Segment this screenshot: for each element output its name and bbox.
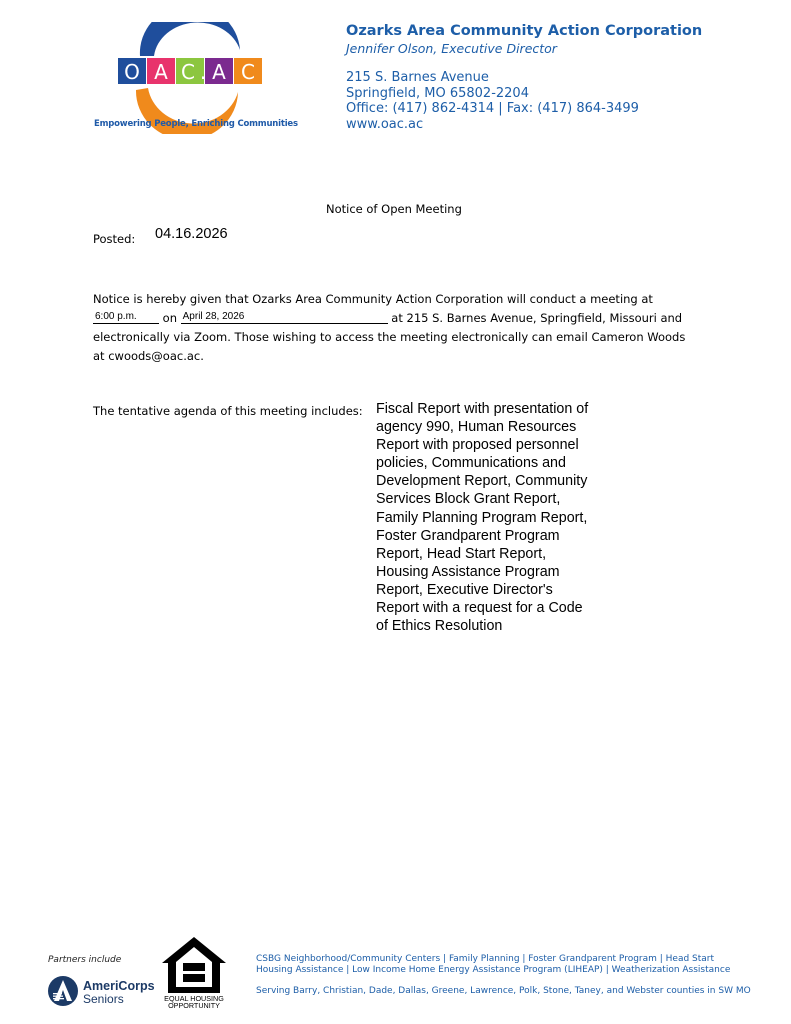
executive-director: Jennifer Olson, Executive Director — [346, 41, 557, 56]
equal-housing-opportunity-logo — [160, 935, 228, 1009]
services-line-1: CSBG Neighborhood/Community Centers | Family Planning | Foster Grandparent Program | Head Start — [256, 954, 715, 964]
agenda-line: Report with a request for a Code — [376, 600, 583, 617]
agenda-label: The tentative agenda of this meeting includes: — [93, 404, 363, 418]
agenda-line: agency 990, Human Resources — [376, 419, 577, 436]
logo-letter: O — [124, 60, 140, 84]
notice-line: Notice is hereby given that Ozarks Area Community Action Corporation will conduct a meeting at — [93, 292, 653, 306]
eho-line-1: EQUAL HOUSING — [164, 994, 224, 1003]
agenda-line: Fiscal Report with presentation of — [376, 401, 589, 417]
agenda-line: Development Report, Community — [376, 473, 588, 490]
posted-label: Posted: — [93, 232, 136, 246]
agenda-line: Foster Grandparent Program — [376, 527, 560, 544]
phone-fax: Office: (417) 862-4314 | Fax: (417) 864-3499 — [346, 101, 639, 116]
logo-letter: C — [241, 60, 255, 84]
eho-line-2: OPPORTUNITY — [168, 1001, 220, 1009]
logo-blue-arc — [140, 22, 240, 56]
document-title: Notice of Open Meeting — [326, 202, 462, 216]
agenda-line: Report, Executive Director's — [376, 581, 553, 598]
posted-date-field[interactable]: 04.16.2026 — [155, 226, 228, 242]
agenda-field[interactable] — [376, 400, 621, 635]
logo-letter: A — [154, 60, 168, 84]
oacac-logo — [88, 22, 288, 134]
americorps-text: AmeriCorps — [83, 979, 155, 993]
logo-tagline: Empowering People, Enriching Communities — [94, 119, 298, 129]
agenda-line: policies, Communications and — [376, 455, 566, 472]
agenda-line: Family Planning Program Report, — [376, 509, 588, 526]
footer-serving-counties: Serving Barry, Christian, Dade, Dallas, Greene, Lawrence, Polk, Stone, Taney, and Webster counties in SW MO — [256, 986, 751, 996]
website-link[interactable]: www.oac.ac — [346, 116, 424, 132]
notice-location-text: at 215 S. Barnes Avenue, Springfield, Missouri and — [391, 311, 683, 325]
meeting-time-field[interactable]: 6:00 p.m. — [93, 311, 159, 324]
services-line-2: Housing Assistance | Low Income Home Energy Assistance Program (LIHEAP) | Weatherization Assistance — [256, 964, 731, 975]
notice-line: at cwoods@oac.ac. — [93, 349, 204, 363]
americorps-seniors-logo — [48, 975, 158, 1007]
on-word: on — [162, 311, 177, 325]
address-line-2: Springfield, MO 65802-2204 — [346, 85, 529, 101]
partners-label: Partners include — [48, 955, 122, 965]
logo-letter: C — [181, 60, 195, 84]
agenda-line: of Ethics Resolution — [376, 618, 503, 635]
notice-line — [93, 309, 703, 328]
notice-paragraph — [93, 290, 703, 366]
seniors-text: Seniors — [83, 992, 124, 1006]
footer-services — [256, 954, 730, 975]
agenda-line: Report with proposed personnel — [376, 437, 579, 454]
agenda-line: Report, Head Start Report, — [376, 545, 547, 562]
address-line-1: 215 S. Barnes Avenue — [346, 70, 489, 85]
notice-line: electronically via Zoom. Those wishing to access the meeting electronically can email Cameron Woods — [93, 330, 686, 344]
organization-header — [346, 22, 702, 132]
logo-letter: . — [199, 60, 207, 84]
org-name: Ozarks Area Community Action Corporation — [346, 23, 703, 39]
logo-letter: A — [212, 60, 226, 84]
agenda-line: Housing Assistance Program — [376, 563, 560, 580]
agenda-line: Services Block Grant Report, — [376, 491, 561, 508]
meeting-date-field[interactable]: April 28, 2026 — [181, 311, 388, 324]
org-address — [346, 70, 702, 132]
